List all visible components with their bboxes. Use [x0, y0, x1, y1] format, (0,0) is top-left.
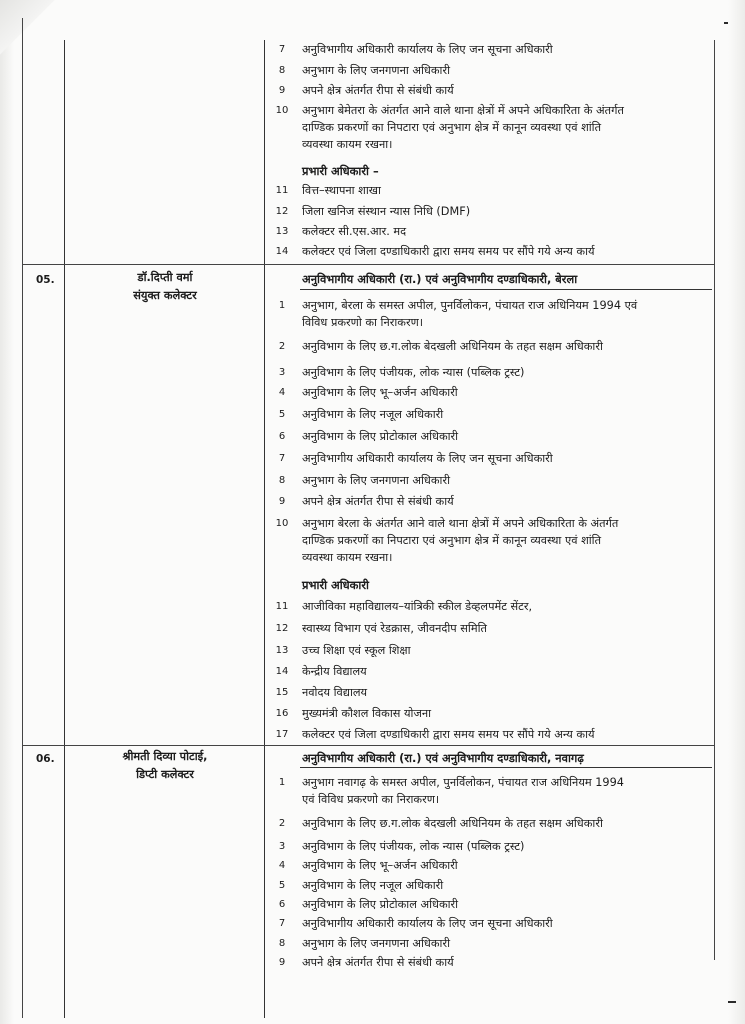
- item-text: अनुविभाग के लिए नजूल अधिकारी: [302, 879, 444, 892]
- officer-designation: डिप्टी कलेक्टर: [136, 768, 194, 781]
- row-divider-05: [22, 264, 714, 265]
- item-text: अनुविभाग के लिए छ.ग.लोक बेदखली अधिनियम के तहत सक्षम अधिकारी: [302, 817, 603, 830]
- item-text: अनुविभाग के लिए प्रोटोकाल अधिकारी: [302, 430, 459, 443]
- row-divider-06: [22, 745, 714, 746]
- serial-number: 05.: [36, 274, 55, 286]
- item-number: 3: [278, 367, 286, 378]
- item-text: अनुविभाग के लिए पंजीयक, लोक न्यास (पब्लिक ट्रस्ट): [302, 840, 525, 853]
- item-number: 1: [278, 777, 286, 788]
- item-text-line: व्यवस्था कायम रखना।: [302, 551, 393, 564]
- item-text: अनुभाग के लिए जनगणना अधिकारी: [302, 64, 451, 77]
- item-text-line: अनुभाग बेमेतरा के अंतर्गत आने वाले थाना क्षेत्रों में अपने अधिकारिता के अंतर्गत: [302, 104, 624, 117]
- column-divider-officer: [264, 40, 265, 1018]
- item-text: अनुभाग के लिए जनगणना अधिकारी: [302, 474, 451, 487]
- item-number: 12: [275, 623, 289, 634]
- item-number: 8: [278, 938, 286, 949]
- item-text-line: दाण्डिक प्रकरणों का निपटारा एवं अनुभाग क्षेत्र में कानून व्यवस्था एवं शांति: [302, 534, 602, 547]
- item-number: 2: [278, 341, 286, 352]
- section-heading: अनुविभागीय अधिकारी (रा.) एवं अनुविभागीय दण्डाधिकारी, नवागढ़: [302, 751, 584, 765]
- officer-designation: संयुक्त कलेक्टर: [133, 289, 197, 302]
- item-number: 10: [275, 105, 289, 116]
- item-text: अनुविभागीय अधिकारी कार्यालय के लिए जन सूचना अधिकारी: [302, 917, 553, 930]
- item-text: अनुविभाग के लिए छ.ग.लोक बेदखली अधिनियम के तहत सक्षम अधिकारी: [302, 340, 603, 353]
- item-text: नवोदय विद्यालय: [302, 686, 368, 699]
- item-number: 8: [278, 475, 286, 486]
- item-text: अपने क्षेत्र अंतर्गत रीपा से संबंधी कार्य: [302, 956, 454, 969]
- item-number: 13: [275, 226, 289, 237]
- item-text: आजीविका महाविद्यालय–यांत्रिकी स्कील डेव्हलपमेंट सेंटर,: [302, 600, 533, 613]
- item-text: उच्च शिक्षा एवं स्कूल शिक्षा: [302, 644, 411, 657]
- item-text: अनुविभाग के लिए भू–अर्जन अधिकारी: [302, 859, 458, 872]
- item-number: 12: [275, 206, 289, 217]
- scan-mark-top: [724, 22, 728, 24]
- officer-name: डॉ.दिप्ती वर्मा: [137, 271, 193, 284]
- item-number: 11: [275, 185, 289, 196]
- scan-mark: [728, 1001, 736, 1003]
- item-number: 7: [278, 44, 286, 55]
- item-number: 6: [278, 431, 286, 442]
- item-text: अनुविभाग के लिए प्रोटोकाल अधिकारी: [302, 898, 459, 911]
- item-number: 4: [278, 387, 286, 398]
- item-text: जिला खनिज संस्थान न्यास निधि (DMF): [302, 205, 471, 218]
- page-corner-fold: [0, 0, 60, 60]
- item-text-line: व्यवस्था कायम रखना।: [302, 138, 393, 151]
- item-text-line: अनुभाग बेरला के अंतर्गत आने वाले थाना क्षेत्रों में अपने अधिकारिता के अंतर्गत: [302, 517, 619, 530]
- item-number: 5: [278, 409, 286, 420]
- table-border-right: [714, 40, 715, 960]
- column-divider-serial: [64, 40, 65, 1018]
- item-text: अनुविभागीय अधिकारी कार्यालय के लिए जन सूचना अधिकारी: [302, 43, 553, 56]
- item-number: 3: [278, 841, 286, 852]
- item-number: 5: [278, 880, 286, 891]
- item-number: 7: [278, 453, 286, 464]
- item-number: 8: [278, 65, 286, 76]
- item-number: 6: [278, 899, 286, 910]
- heading-underline: [300, 767, 712, 768]
- item-text: कलेक्टर एवं जिला दण्डाधिकारी द्वारा समय समय पर सौंपे गये अन्य कार्य: [302, 728, 595, 741]
- item-text: स्वास्थ्य विभाग एवं रेडक्रास, जीवनदीप समिति: [302, 622, 487, 635]
- item-number: 9: [278, 496, 286, 507]
- item-text: अनुविभाग के लिए पंजीयक, लोक न्यास (पब्लिक ट्रस्ट): [302, 366, 525, 379]
- table-border-left: [22, 18, 23, 1018]
- item-number: 15: [275, 687, 289, 698]
- item-text: अनुविभाग के लिए नजूल अधिकारी: [302, 408, 444, 421]
- officer-name: श्रीमती दिव्या पोटाई,: [122, 750, 208, 763]
- item-text: कलेक्टर एवं जिला दण्डाधिकारी द्वारा समय समय पर सौंपे गये अन्य कार्य: [302, 245, 595, 258]
- item-text: मुख्यमंत्री कौशल विकास योजना: [302, 707, 432, 720]
- item-text: अपने क्षेत्र अंतर्गत रीपा से संबंधी कार्य: [302, 84, 454, 97]
- item-number: 14: [275, 246, 289, 257]
- item-text: अनुविभाग के लिए भू–अर्जन अधिकारी: [302, 386, 458, 399]
- item-number: 11: [275, 601, 289, 612]
- item-text: कलेक्टर सी.एस.आर. मद: [302, 225, 407, 238]
- item-number: 9: [278, 85, 286, 96]
- item-number: 16: [275, 708, 289, 719]
- item-text-line: अनुभाग, बेरला के समस्त अपील, पुनर्विलोकन, पंचायत राज अधिनियम 1994 एवं: [302, 299, 638, 312]
- item-text: वित्त–स्थापना शाखा: [302, 184, 381, 197]
- item-number: 1: [278, 300, 286, 311]
- item-text-line: दाण्डिक प्रकरणों का निपटारा एवं अनुभाग क्षेत्र में कानून व्यवस्था एवं शांति: [302, 121, 602, 134]
- item-text: अपने क्षेत्र अंतर्गत रीपा से संबंधी कार्य: [302, 495, 454, 508]
- item-text: केन्द्रीय विद्यालय: [302, 665, 367, 678]
- item-number: 2: [278, 818, 286, 829]
- item-number: 4: [278, 860, 286, 871]
- item-text: अनुभाग के लिए जनगणना अधिकारी: [302, 937, 451, 950]
- item-text-line: विविध प्रकरणो का निराकरण।: [302, 316, 424, 329]
- item-text: अनुविभागीय अधिकारी कार्यालय के लिए जन सूचना अधिकारी: [302, 452, 553, 465]
- section-heading: अनुविभागीय अधिकारी (रा.) एवं अनुविभागीय दण्डाधिकारी, बेरला: [302, 272, 578, 286]
- item-number: 7: [278, 918, 286, 929]
- incharge-heading: प्रभारी अधिकारी: [302, 578, 369, 592]
- item-number: 9: [278, 957, 286, 968]
- heading-underline: [300, 289, 712, 290]
- item-number: 17: [275, 729, 289, 740]
- item-text-line: एवं विविध प्रकरणो का निराकरण।: [302, 793, 440, 806]
- item-text-line: अनुभाग नवागढ़ के समस्त अपील, पुनर्विलोकन, पंचायत राज अधिनियम 1994: [302, 776, 624, 789]
- item-number: 14: [275, 666, 289, 677]
- incharge-heading: प्रभारी अधिकारी –: [302, 164, 379, 178]
- item-number: 10: [275, 518, 289, 529]
- item-number: 13: [275, 645, 289, 656]
- serial-number: 06.: [36, 753, 55, 765]
